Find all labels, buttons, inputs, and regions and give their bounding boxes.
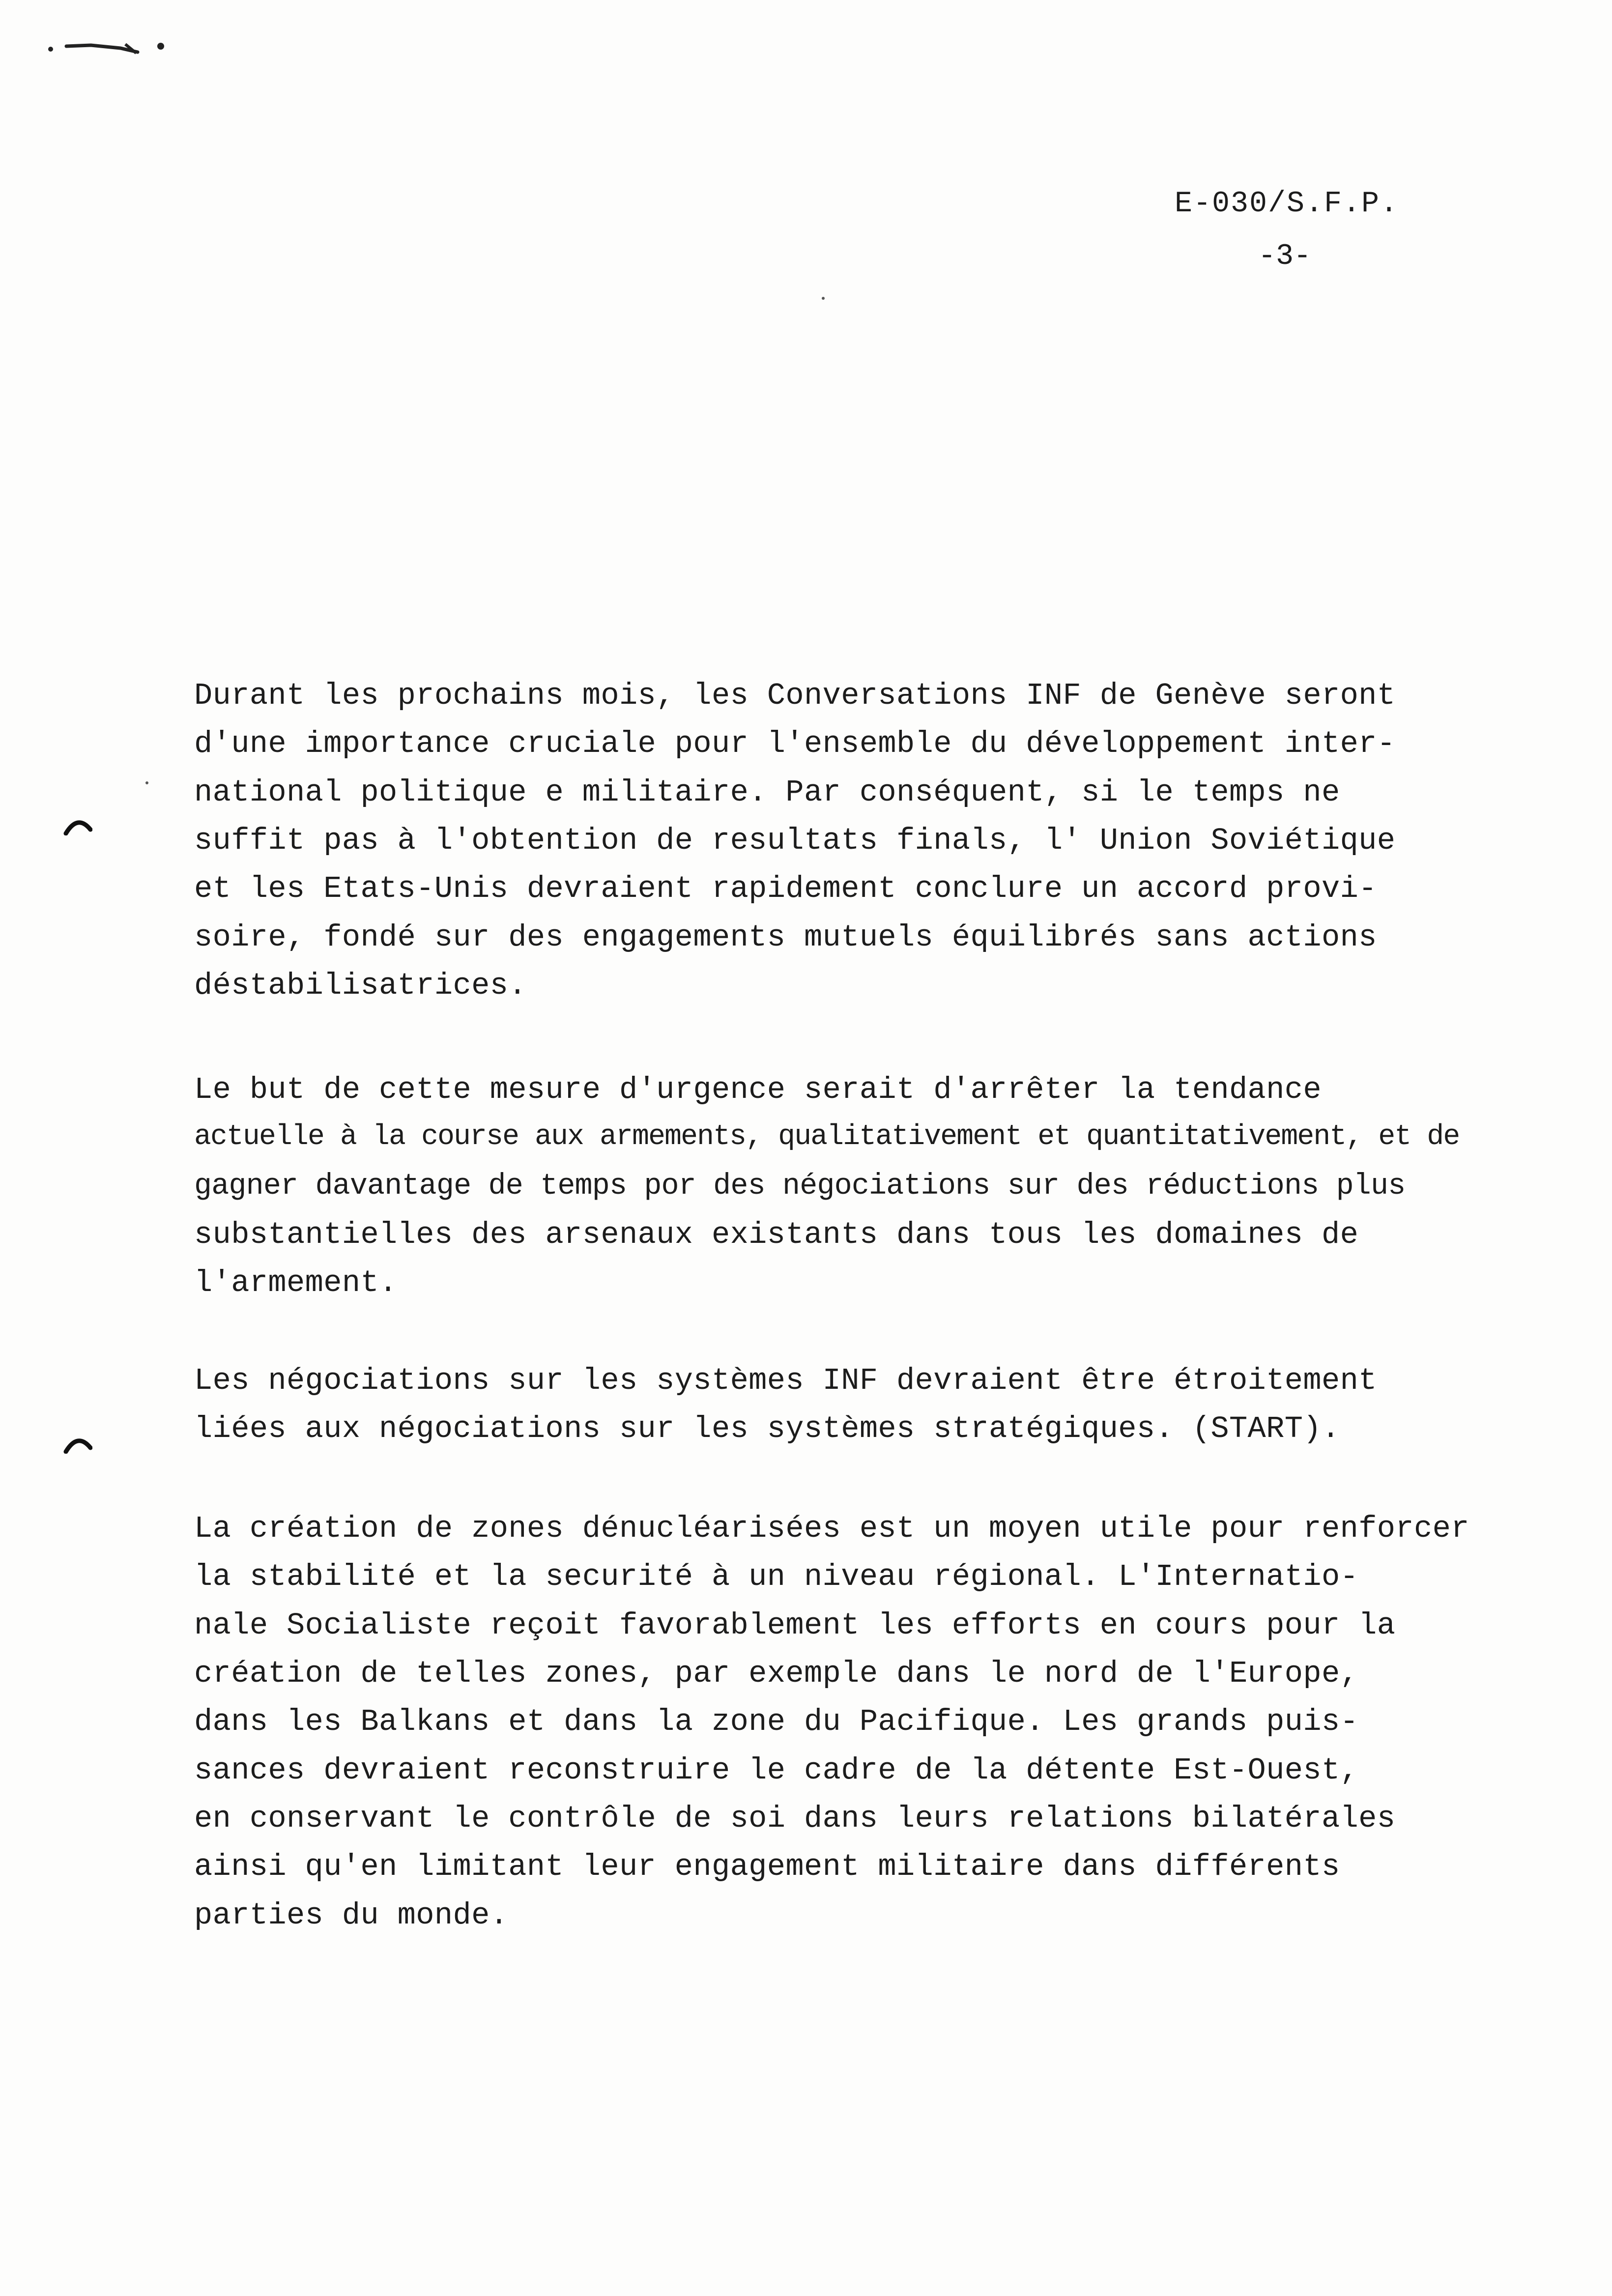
body-text-line: gagner davantage de temps por des négociations sur des réductions plus — [194, 1170, 1406, 1203]
body-text-line: d'une importance cruciale pour l'ensemble du développement inter- — [194, 726, 1396, 761]
body-text-line: nale Socialiste reçoit favorablement les efforts en cours pour la — [194, 1608, 1396, 1643]
scan-speck — [822, 297, 825, 300]
body-text-line: sances devraient reconstruire le cadre de la détente Est-Ouest, — [194, 1753, 1359, 1788]
body-text-line: actuelle à la course aux armements, qualitativement et quantitativement, et de — [194, 1121, 1460, 1153]
page-number: -3- — [1258, 240, 1312, 273]
punch-hole-mark — [63, 816, 92, 835]
body-text-line: et les Etats-Unis devraient rapidement conclure un accord provi- — [194, 871, 1377, 906]
body-text-line: Durant les prochains mois, les Conversations INF de Genève seront — [194, 678, 1396, 713]
body-text-line: soire, fondé sur des engagements mutuels équilibrés sans actions — [194, 920, 1377, 955]
body-text-line: parties du monde. — [194, 1898, 509, 1933]
body-text-line: Le but de cette mesure d'urgence serait d'arrêter la tendance — [194, 1072, 1322, 1107]
body-text-line: national politique e militaire. Par conséquent, si le temps ne — [194, 775, 1340, 810]
body-text-line: création de telles zones, par exemple dans le nord de l'Europe, — [194, 1656, 1359, 1691]
body-text-line: suffit pas à l'obtention de resultats finals, l' Union Soviétique — [194, 823, 1396, 858]
document-reference: E-030/S.F.P. — [1175, 187, 1399, 221]
body-text-line: dans les Balkans et dans la zone du Pacifique. Les grands puis- — [194, 1704, 1359, 1739]
punch-hole-mark — [63, 1434, 92, 1454]
scan-speck — [145, 781, 148, 784]
body-text-line: déstabilisatrices. — [194, 968, 527, 1003]
body-text-line: en conservant le contrôle de soi dans leurs relations bilatérales — [194, 1801, 1396, 1836]
body-text-line: la stabilité et la securité à un niveau régional. L'Internatio- — [194, 1559, 1359, 1594]
body-text-line: l'armement. — [194, 1265, 398, 1300]
body-text-line: La création de zones dénucléarisées est un moyen utile pour renforcer — [194, 1511, 1469, 1546]
corner-scan-mark — [47, 35, 174, 60]
body-text-line: liées aux négociations sur les systèmes stratégiques. (START). — [194, 1411, 1340, 1446]
body-text-line: substantielles des arsenaux existants dans tous les domaines de — [194, 1217, 1359, 1252]
body-text-line: Les négociations sur les systèmes INF devraient être étroitement — [194, 1363, 1377, 1398]
body-text-line: ainsi qu'en limitant leur engagement militaire dans différents — [194, 1849, 1340, 1884]
